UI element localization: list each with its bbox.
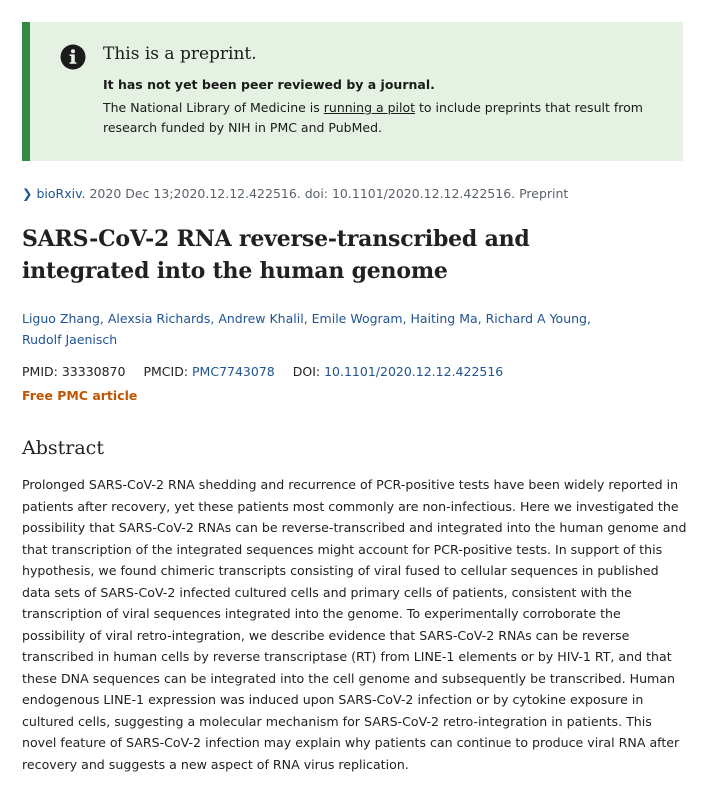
- author-link[interactable]: Andrew Khalil: [218, 311, 304, 326]
- author-list: Liguo Zhang, Alexsia Richards, Andrew Khalil, Emile Wogram, Haiting Ma, Richard A Young, Rudolf Jaenisch: [22, 311, 591, 347]
- doi-label: DOI:: [292, 364, 321, 379]
- pmcid: [143, 364, 274, 379]
- notice-body-text-end: to include preprints that result from research funded by NIH in PMC and PubMed.: [103, 100, 643, 135]
- running-a-pilot-link[interactable]: running a pilot: [323, 100, 416, 115]
- author-link[interactable]: Richard A Young: [485, 311, 587, 326]
- pmid-label: PMID:: [22, 364, 58, 379]
- free-pmc-article-badge: Free PMC article: [22, 388, 138, 403]
- doi-link[interactable]: 10.1101/2020.12.12.422516: [324, 364, 504, 379]
- author-link[interactable]: Rudolf Jaenisch: [22, 332, 118, 347]
- abstract-heading: Abstract: [22, 437, 104, 459]
- journal-link[interactable]: bioRxiv.: [36, 186, 86, 201]
- pmcid-link[interactable]: PMC7743078: [192, 364, 275, 379]
- notice-body: [103, 98, 683, 138]
- article-title: SARS-CoV-2 RNA reverse-transcribed and integrated into the human genome: [22, 226, 530, 284]
- notice-title: This is a preprint.: [103, 44, 257, 64]
- citation-details: 2020 Dec 13;2020.12.12.422516. doi: 10.1101/2020.12.12.422516. Preprint: [85, 186, 569, 201]
- author-link[interactable]: Emile Wogram: [311, 311, 403, 326]
- identifiers: [22, 364, 517, 379]
- abstract-text: Prolonged SARS-CoV-2 RNA shedding and recurrence of PCR-positive tests have been widely reported in patients after recovery, yet these patients most commonly are non-infectious. Here we investigated the possibility that SARS-CoV-2 RNAs can be reverse-transcribed and integrated into the human genome and that transcription of the integrated sequences might account for PCR-positive tests. In support of this hypothesis, we found chimeric transcripts consisting of viral fused to cellular sequences in published data sets of SARS-CoV-2 infected cultured cells and primary cells of patients, consistent with the transcription of viral sequences integrated into the genome. To experimentally corroborate the possibility of viral retro-integration, we describe evidence that SARS-CoV-2 RNAs can be reverse transcribed in human cells by reverse transcriptase (RT) from LINE-1 elements or by HIV-1 RT, and that these DNA sequences can be integrated into the cell genome and subsequently be transcribed. Human endogenous LINE-1 expression was induced upon SARS-CoV-2 infection or by cytokine exposure in cultured cells, suggesting a molecular mechanism for SARS-CoV-2 retro-integration in patients. This novel feature of SARS-CoV-2 infection may explain why patients can continue to produce viral RNA after recovery and suggests a new aspect of RNA virus replication.: [22, 477, 687, 772]
- pmcid-label: PMCID:: [143, 364, 189, 379]
- preprint-notice: [22, 22, 683, 161]
- author-link[interactable]: Alexsia Richards: [107, 311, 211, 326]
- info-icon: [60, 44, 86, 70]
- doi: [293, 364, 504, 379]
- notice-body-text: The National Library of Medicine is: [103, 100, 324, 115]
- notice-subtitle: It has not yet been peer reviewed by a journal.: [103, 77, 435, 92]
- citation: [22, 186, 568, 201]
- pmid-value: 33330870: [61, 364, 126, 379]
- chevron-right-icon[interactable]: ❯: [22, 186, 33, 201]
- pmid: [22, 364, 125, 379]
- author-link[interactable]: Liguo Zhang: [22, 311, 100, 326]
- author-link[interactable]: Haiting Ma: [410, 311, 478, 326]
